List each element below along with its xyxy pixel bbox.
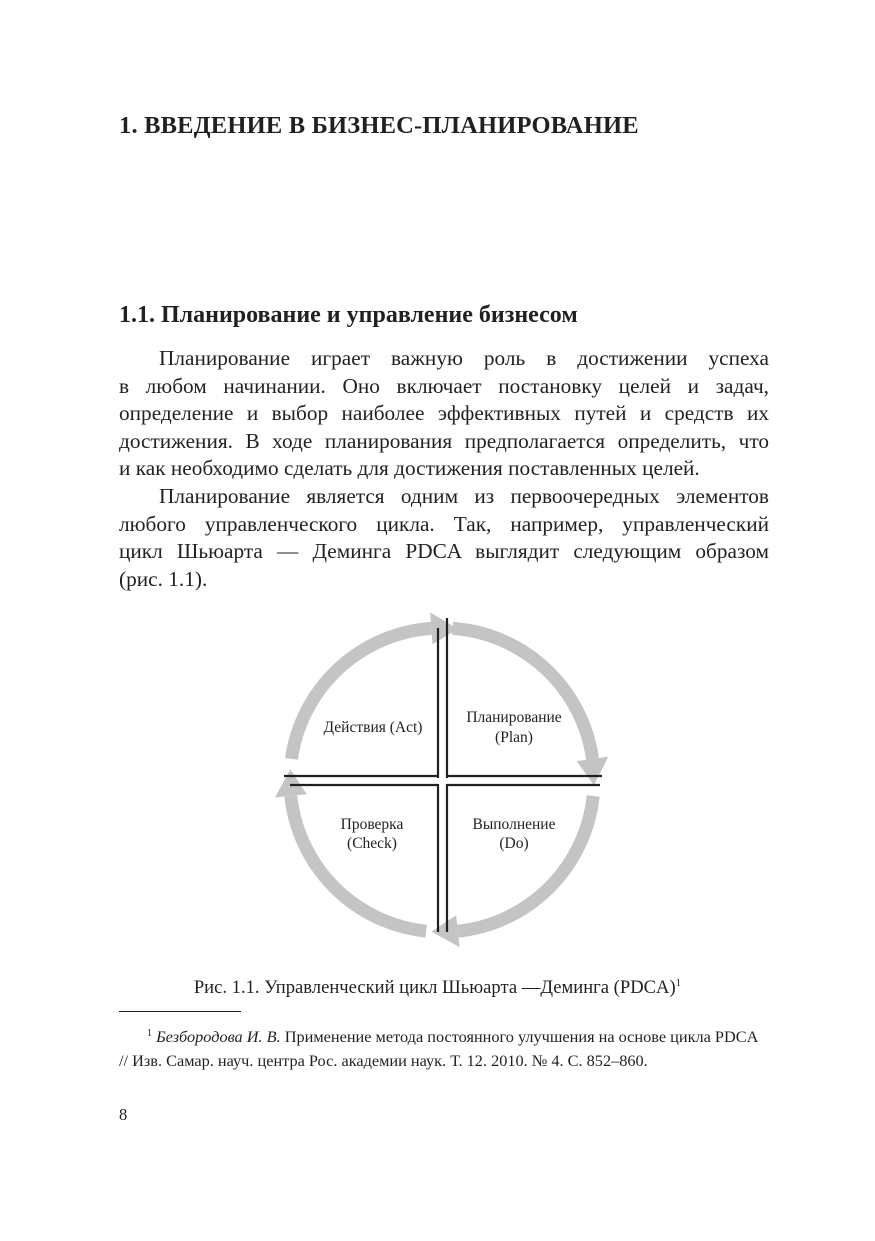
plan-label-en: (Plan)	[495, 729, 533, 746]
check-label: Проверка	[340, 816, 404, 833]
paragraph-line: Планирование является одним из первоочередных элементов	[159, 484, 769, 508]
paragraph-line: любого управленческого цикла. Так, например, управленческий	[119, 511, 769, 536]
paragraph-line: Планирование играет важную роль в достижении успеха	[159, 346, 769, 370]
figure-caption-text: Рис. 1.1. Управленческий цикл Шьюарта —Деминга (PDCA)	[193, 977, 676, 998]
footnote-author: Безбородова И. В.	[156, 1027, 281, 1046]
footnote-text: Применение метода постоянного улучшения на основе цикла PDCA // Изв. Самар. науч. центра Рос. академии наук. Т. 12. 2010. № 4. С. 852–860.	[119, 1027, 758, 1070]
paragraph-line: цикл Шьюарта — Деминга PDCA выглядит следующим образом	[119, 539, 769, 563]
footnote-marker: 1	[147, 1028, 152, 1039]
chapter-title: 1. ВВЕДЕНИЕ В БИЗНЕС-ПЛАНИРОВАНИЕ	[119, 112, 639, 139]
paragraph-line: (рис. 1.1).	[119, 566, 208, 591]
paragraph-1	[119, 345, 769, 483]
figure-caption	[0, 977, 875, 999]
act-label: Действия (Act)	[323, 719, 423, 736]
paragraph-line: достижения. В ходе планирования предполагается определить, что	[119, 428, 769, 453]
check-label-en: (Check)	[347, 835, 397, 852]
do-label-en: (Do)	[499, 835, 529, 852]
plan-label: Планирование	[466, 709, 562, 726]
paragraph-line: определение и выбор наиболее эффективных путей и средств их	[119, 401, 769, 425]
arrow-act-to-plan	[291, 612, 457, 758]
page-number: 8	[119, 1105, 128, 1124]
do-label: Выполнение	[472, 816, 556, 833]
arrow-plan-to-do	[453, 628, 609, 785]
section-title: 1.1. Планирование и управление бизнесом	[119, 302, 578, 328]
cycle-arrows	[275, 612, 608, 947]
paragraph-line: в любом начинании. Оно включает постановку целей и задач,	[119, 373, 769, 398]
pdca-cycle-diagram	[262, 600, 622, 960]
paragraph-line: и как необходимо сделать для достижения поставленных целей.	[119, 456, 700, 480]
paragraph-2	[119, 483, 769, 593]
footnote	[119, 1022, 769, 1072]
footnote-rule	[119, 1011, 241, 1012]
footnote-ref: 1	[675, 977, 682, 989]
